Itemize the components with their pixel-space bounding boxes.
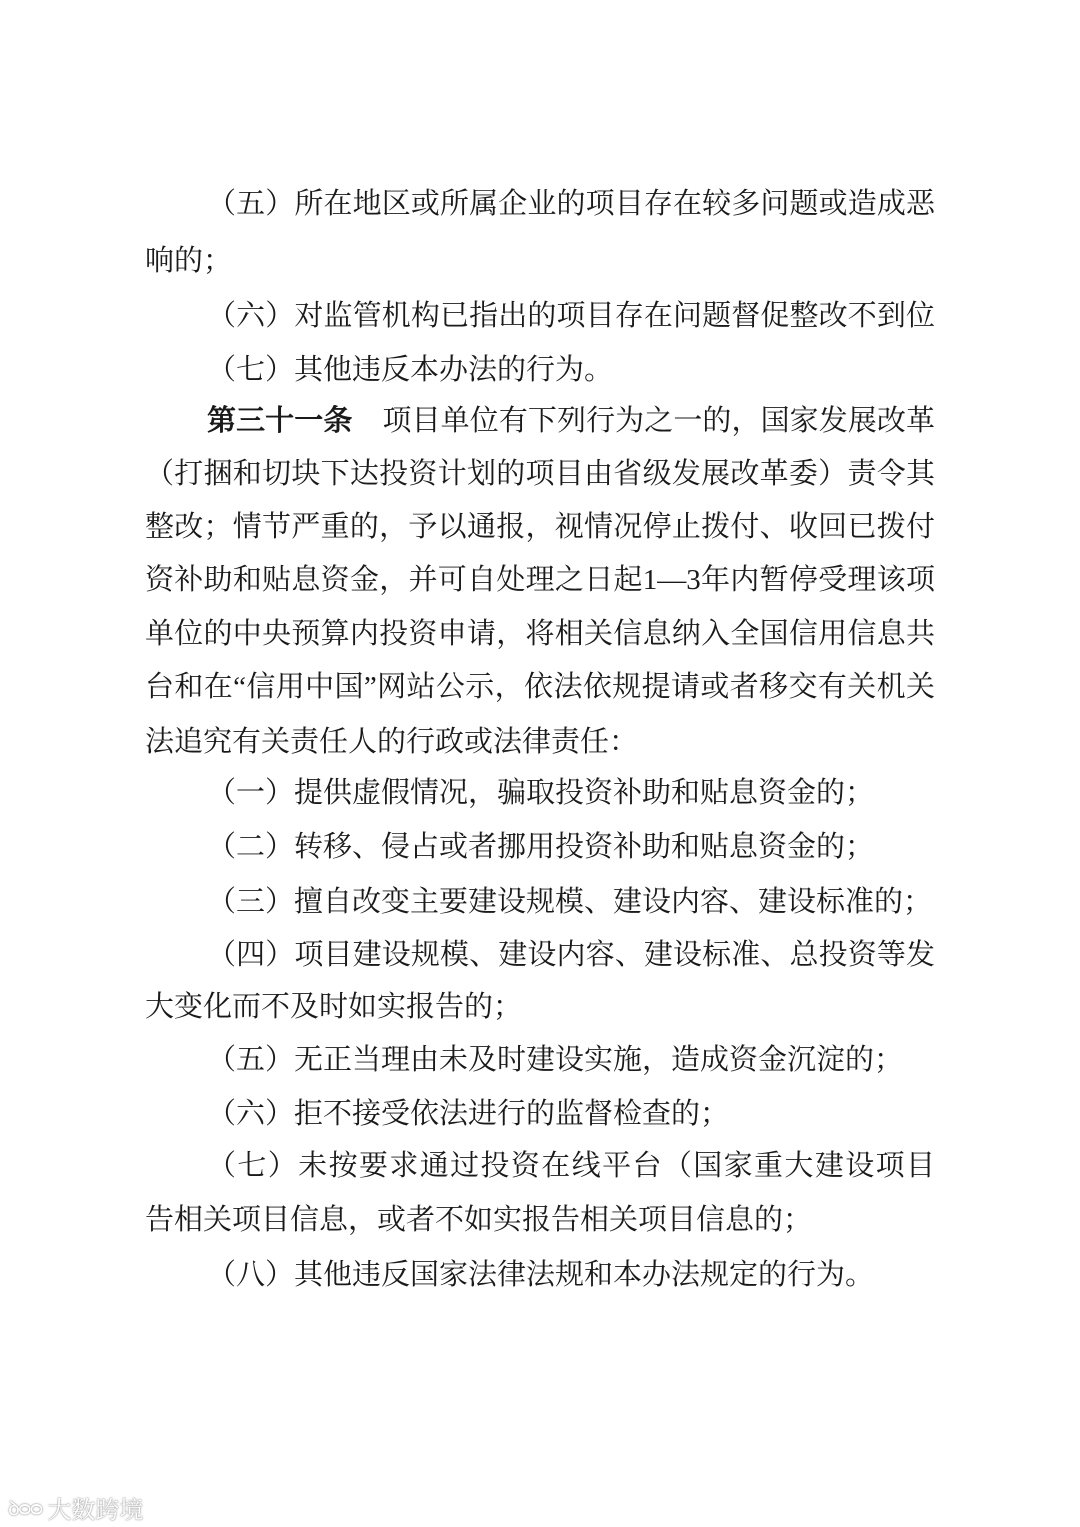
list-item: （二）转移、侵占或者挪用投资补助和贴息资金的； xyxy=(207,831,875,863)
list-item: （五）无正当理由未及时建设实施，造成资金沉淀的； xyxy=(207,1044,904,1076)
paragraph-line: 响的； xyxy=(145,245,233,277)
watermark-logo-icon: ꝺᴑᴑ xyxy=(8,1496,42,1520)
list-item: （一）提供虚假情况，骗取投资补助和贴息资金的； xyxy=(207,777,875,809)
list-item: （四）项目建设规模、建设内容、建设标准、总投资等发 xyxy=(207,939,935,971)
paragraph-line: 单位的中央预算内投资申请，将相关信息纳入全国信用信息共 xyxy=(145,618,935,650)
paragraph-line: 台和在“信用中国”网站公示，依法依规提请或者移交有关机关 xyxy=(145,671,935,703)
paragraph-line: 整改；情节严重的，予以通报，视情况停止拨付、收回已拨付 xyxy=(145,511,935,543)
paragraph-line: 法追究有关责任人的行政或法律责任： xyxy=(145,726,639,758)
article-first-line xyxy=(207,405,935,437)
list-item: （七）未按要求通过投资在线平台（国家重大建设项目 xyxy=(207,1150,935,1182)
list-item-continued: 大变化而不及时如实报告的； xyxy=(145,991,523,1023)
paragraph-line: 资补助和贴息资金，并可自处理之日起1—3年内暂停受理该项 xyxy=(145,564,935,596)
paragraph-line: （打捆和切块下达投资计划的项目由省级发展改革委）责令其 xyxy=(145,458,935,490)
watermark-text: 大数跨境 xyxy=(47,1496,144,1524)
article-heading: 第三十一条 xyxy=(207,405,353,437)
paragraph-line: （五）所在地区或所属企业的项目存在较多问题或造成恶 xyxy=(207,188,935,220)
paragraph-line: （六）对监管机构已指出的项目存在问题督促整改不到位 xyxy=(207,300,935,332)
list-item: （八）其他违反国家法律法规和本办法规定的行为。 xyxy=(207,1259,875,1291)
article-text: 项目单位有下列行为之一的，国家发展改革 xyxy=(382,405,935,437)
list-item: （三）擅自改变主要建设规模、建设内容、建设标准的； xyxy=(207,886,933,918)
list-item-continued: 告相关项目信息，或者不如实报告相关项目信息的； xyxy=(145,1204,813,1236)
list-item: （六）拒不接受依法进行的监督检查的； xyxy=(207,1098,730,1130)
paragraph-line: （七）其他违反本办法的行为。 xyxy=(207,354,614,386)
watermark xyxy=(8,1490,143,1525)
